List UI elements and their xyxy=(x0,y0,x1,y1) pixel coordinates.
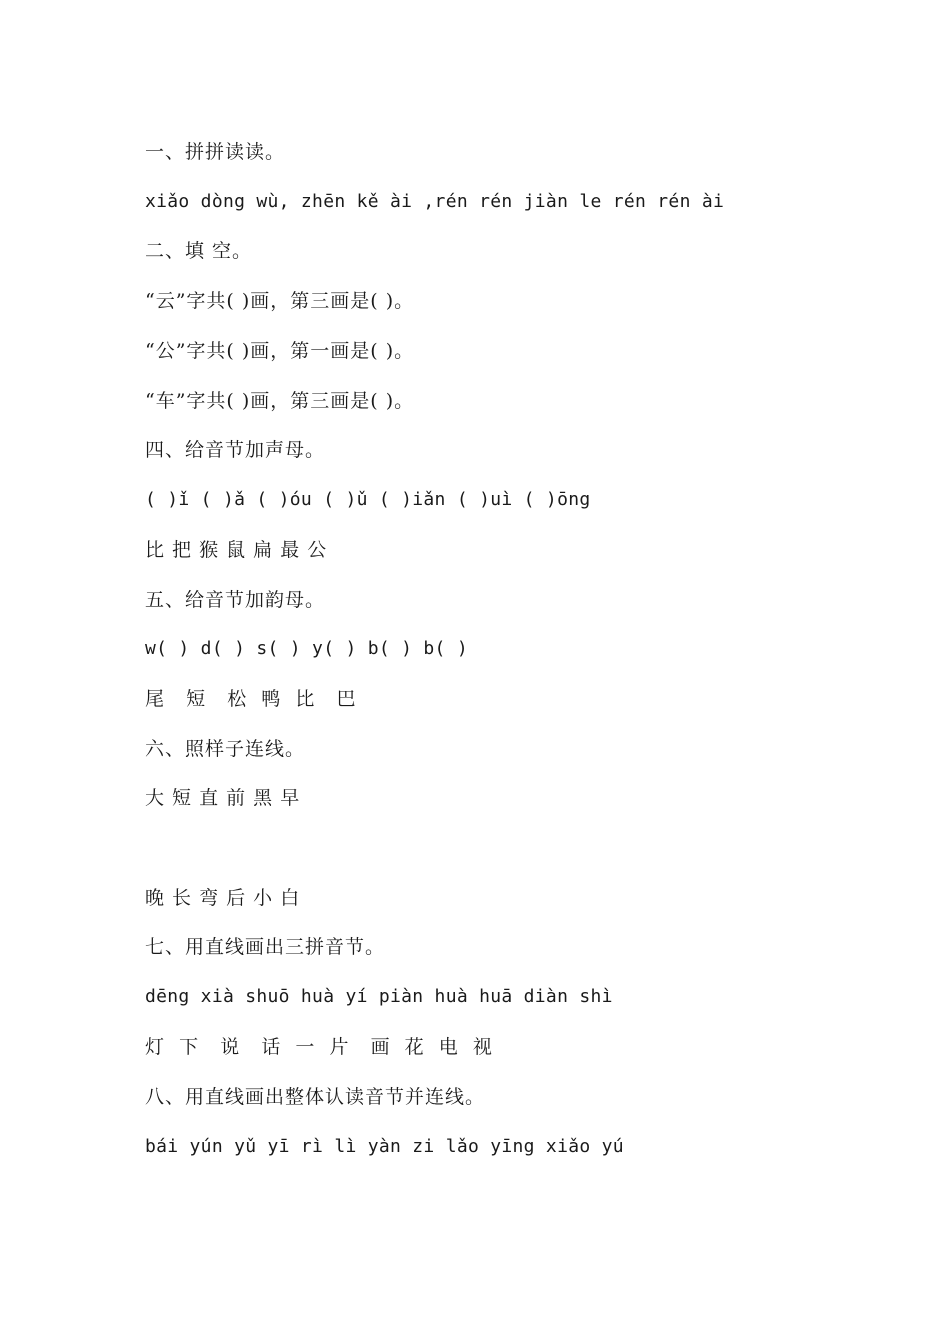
section-2-question-3: “车”字共( )画，第三画是( )。 xyxy=(145,390,415,412)
section-7-characters: 灯 下 说 话 一 片 画 花 电 视 xyxy=(145,1036,493,1058)
section-1-pinyin: xiǎo dòng wù, zhēn kě ài ,rén rén jiàn le rén rén ài xyxy=(145,191,725,212)
section-4-heading: 四、给音节加声母。 xyxy=(145,439,326,461)
section-2-question-2: “公”字共( )画，第一画是( )。 xyxy=(145,340,415,362)
section-6-heading: 六、照样子连线。 xyxy=(145,738,306,760)
section-2-heading: 二、填 空。 xyxy=(145,240,253,262)
section-7-pinyin: dēng xià shuō huà yí piàn huà huā diàn shì xyxy=(145,986,613,1007)
section-2-question-1: “云”字共( )画，第三画是( )。 xyxy=(145,290,415,312)
section-7-heading: 七、用直线画出三拼音节。 xyxy=(145,936,386,958)
section-8-heading: 八、用直线画出整体认读音节并连线。 xyxy=(145,1086,486,1108)
section-5-characters: 尾 短 松 鸭 比 巴 xyxy=(145,688,357,710)
section-1-heading: 一、拼拼读读。 xyxy=(145,141,286,163)
section-8-pinyin: bái yún yǔ yī rì lì yàn zi lǎo yīng xiǎo yú xyxy=(145,1136,624,1157)
section-6-row-1: 大 短 直 前 黑 早 xyxy=(145,787,301,809)
section-5-pinyin: w( ) d( ) s( ) y( ) b( ) b( ) xyxy=(145,638,468,659)
section-4-characters: 比 把 猴 鼠 扁 最 公 xyxy=(145,539,328,561)
section-6-row-2: 晚 长 弯 后 小 白 xyxy=(145,887,301,909)
section-5-heading: 五、给音节加韵母。 xyxy=(145,589,326,611)
section-4-pinyin: ( )ǐ ( )ǎ ( )óu ( )ǔ ( )iǎn ( )uì ( )ōng xyxy=(145,489,591,510)
